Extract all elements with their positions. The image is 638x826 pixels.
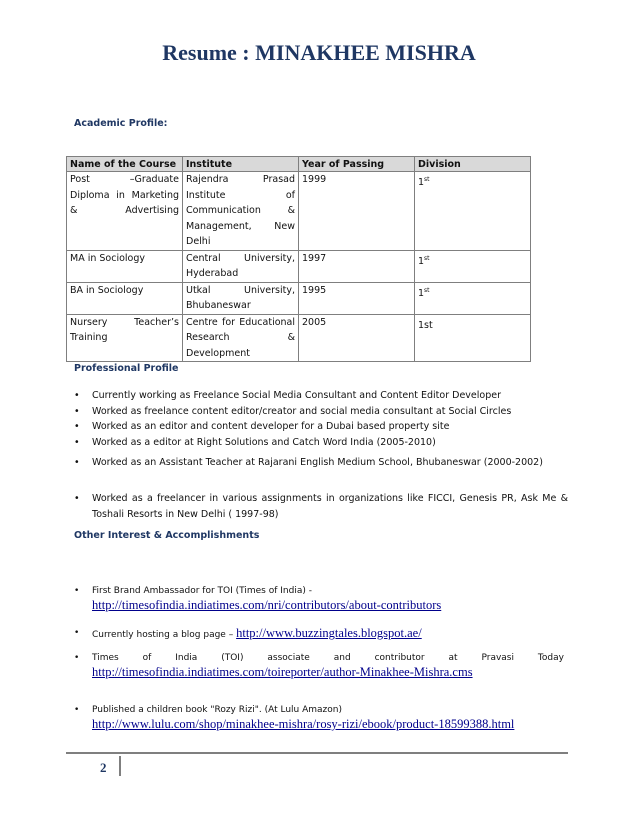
institute-cell: Centre for Educational Research & Development <box>183 314 299 362</box>
table-header-row <box>67 157 531 172</box>
interest-text: • Times of India (TOI) associate and contributor at Pravasi Today <box>92 653 564 663</box>
toi-contributors-link[interactable]: http://timesofindia.indiatimes.com/nri/contributors/about-contributors <box>92 598 442 612</box>
page-number-divider <box>119 756 121 776</box>
page-number: 2 <box>100 760 107 775</box>
division-cell: 1st <box>415 282 531 314</box>
academic-profile-heading: Academic Profile: <box>74 118 168 129</box>
division-cell: 1st <box>415 250 531 282</box>
list-item: • Worked as an editor and content developer for a Dubai based property site <box>74 419 568 435</box>
table-row <box>67 282 531 314</box>
institute-cell: Utkal University, Bhubaneswar <box>183 282 299 314</box>
list-item: • Worked as a editor at Right Solutions and Catch Word India (2005-2010) <box>74 435 568 451</box>
academic-table <box>66 156 531 362</box>
interest-item <box>74 703 564 733</box>
list-item: • Currently working as Freelance Social Media Consultant and Content Editor Developer <box>74 388 568 404</box>
header-course: Name of the Course <box>67 157 183 172</box>
institute-cell: Rajendra Prasad Institute of Communication & Management, New Delhi <box>183 172 299 251</box>
course-cell: Post –Graduate Diploma in Marketing & Advertising <box>67 172 183 251</box>
professional-profile-heading: Professional Profile <box>74 363 179 374</box>
header-institute: Institute <box>183 157 299 172</box>
table-row <box>67 250 531 282</box>
lulu-book-link[interactable]: http://www.lulu.com/shop/minakhee-mishra/rosy-rizi/ebook/product-18599388.html <box>92 717 515 731</box>
table-row <box>67 314 531 362</box>
professional-list-2 <box>74 455 568 471</box>
footer-divider <box>66 752 568 754</box>
year-cell: 2005 <box>299 314 415 362</box>
resume-title: Resume : MINAKHEE MISHRA <box>162 40 476 65</box>
division-cell: 1st <box>415 314 531 362</box>
interest-item <box>74 651 564 681</box>
header-year: Year of Passing <box>299 157 415 172</box>
toi-author-link[interactable]: http://timesofindia.indiatimes.com/toireporter/author-Minakhee-Mishra.cms <box>92 665 473 679</box>
course-cell: BA in Sociology <box>67 282 183 314</box>
list-item: • Worked as an Assistant Teacher at Rajarani English Medium School, Bhubaneswar (2000-2002) <box>74 455 568 471</box>
year-cell: 1995 <box>299 282 415 314</box>
professional-list-3 <box>74 491 568 522</box>
course-cell: Nursery Teacher’s Training <box>67 314 183 362</box>
division-cell: 1st <box>415 172 531 251</box>
table-row <box>67 172 531 251</box>
professional-list <box>74 388 568 450</box>
blog-link[interactable]: http://www.buzzingtales.blogspot.ae/ <box>236 626 422 640</box>
course-cell: MA in Sociology <box>67 250 183 282</box>
interest-text: Published a children book "Rozy Rizi". (At Lulu Amazon) <box>92 705 342 715</box>
header-division: Division <box>415 157 531 172</box>
interests-heading: Other Interest & Accomplishments <box>74 530 260 541</box>
interest-text: Currently hosting a blog page – <box>92 630 234 640</box>
interest-item <box>74 584 564 614</box>
year-cell: 1997 <box>299 250 415 282</box>
year-cell: 1999 <box>299 172 415 251</box>
list-item: • Worked as freelance content editor/creator and social media consultant at Social Circles <box>74 404 568 420</box>
interest-text: First Brand Ambassador for TOI (Times of India) - <box>92 586 312 596</box>
list-item: • Worked as a freelancer in various assignments in organizations like FICCI, Genesis PR, Ask Me & Toshali Resorts in New Delhi ( 1997-98) <box>74 491 568 522</box>
interest-item <box>74 626 564 642</box>
institute-cell: Central University, Hyderabad <box>183 250 299 282</box>
